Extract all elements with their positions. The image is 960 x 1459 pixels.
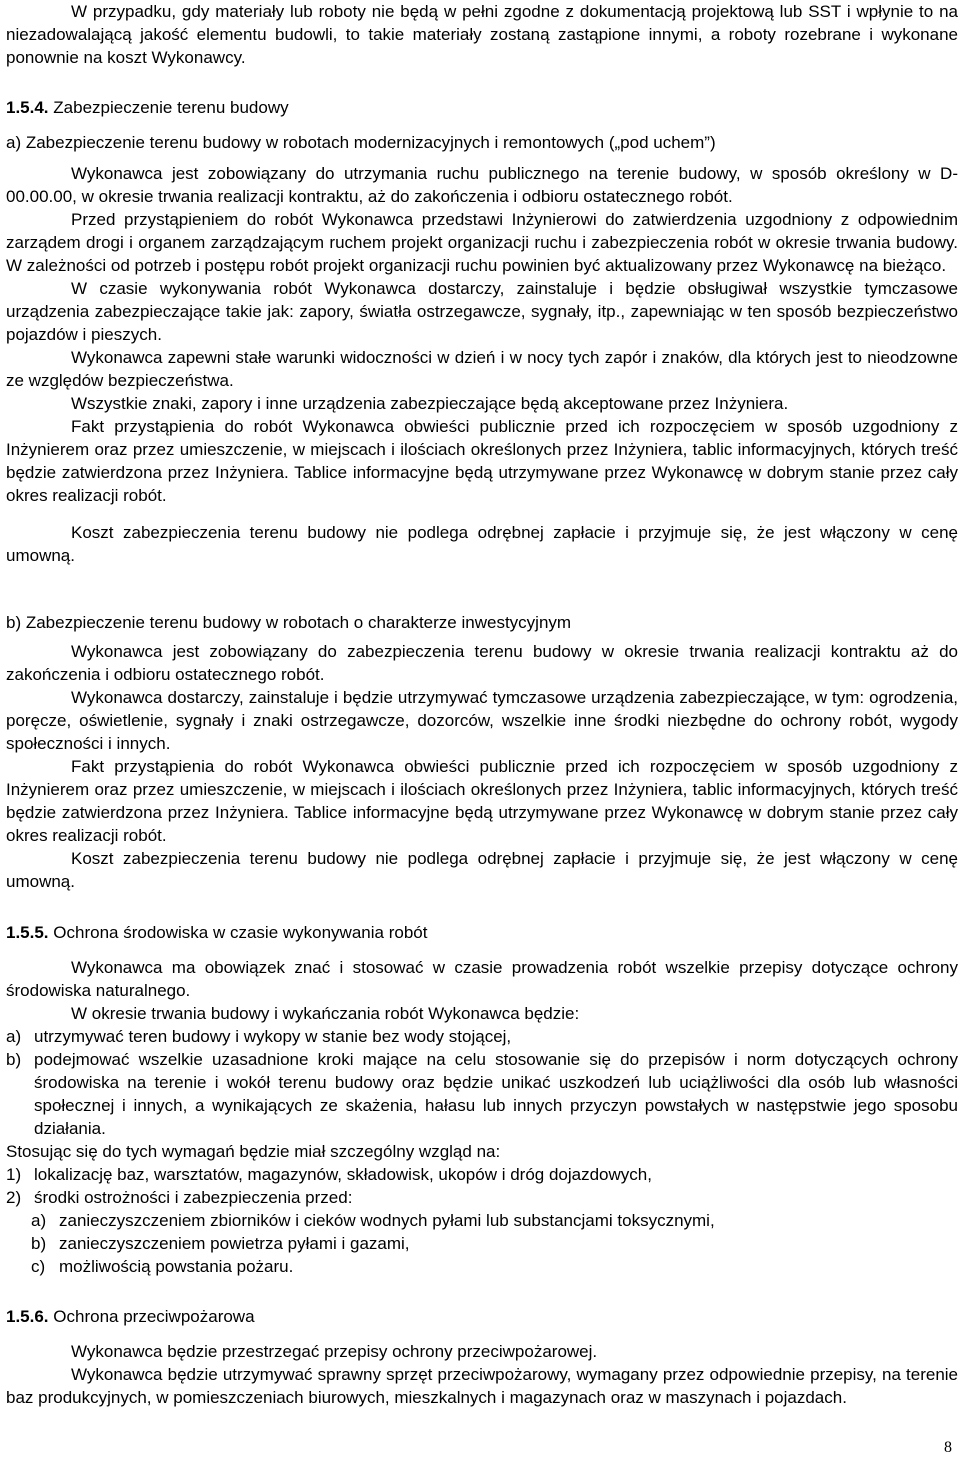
section-1-5-5	[6, 921, 958, 1278]
subsection-b-title: b) Zabezpieczenie terenu budowy w robotach o charakterze inwestycyjnym	[6, 613, 572, 632]
paragraph: W okresie trwania budowy i wykańczania robót Wykonawca będzie:	[71, 1004, 580, 1023]
section-heading	[6, 96, 958, 119]
section-1-5-6	[6, 1305, 958, 1409]
nested-list	[6, 1209, 958, 1278]
list-marker: a)	[6, 1027, 22, 1046]
paragraph: Koszt zabezpieczenia terenu budowy nie podlega odrębnej zapłacie i przyjmuje się, że jest włączony w cenę umowną.	[6, 849, 958, 891]
subsection-a-title: a) Zabezpieczenie terenu budowy w robotach modernizacyjnych i remontowych („pod uchem”)	[6, 133, 716, 152]
page-number: 8	[944, 1439, 952, 1456]
section-1-5-4	[6, 96, 958, 119]
paragraph: Wszystkie znaki, zapory i inne urządzenia zabezpieczające będą akceptowane przez Inżyniera.	[71, 394, 789, 413]
paragraph: Stosując się do tych wymagań będzie miał szczególny wzgląd na:	[6, 1142, 501, 1161]
list-item	[6, 1163, 958, 1186]
list-marker: c)	[31, 1257, 46, 1276]
section-number: 1.5.4.	[6, 98, 49, 117]
paragraph: Wykonawca dostarczy, zainstaluje i będzie utrzymywać tymczasowe urządzenia zabezpieczające, w tym: ogrodzenia, poręcze, oświetlenie, sygnały i znaki ostrzegawcze, dozorców, wszelkie inne środki niezbędne do ochrony robót, wygody społeczności i innych.	[6, 688, 958, 753]
paragraph: Fakt przystąpienia do robót Wykonawca obwieści publicznie przed ich rozpoczęciem w sposób uzgodniony z Inżynierem oraz przez umieszczenie, w miejscach i ilościach określonych przez Inżyniera, tablic informacyjnych, których treść będzie zatwierdzona przez Inżyniera. Tablice informacyjne będą utrzymywane przez Wykonawcę w dobrym stanie przez cały okres realizacji robót.	[6, 417, 958, 505]
list-item	[6, 1186, 958, 1209]
subsection-a	[6, 131, 958, 567]
section-number: 1.5.6.	[6, 1307, 49, 1326]
paragraph: Przed przystąpieniem do robót Wykonawca przedstawi Inżynierowi do zatwierdzenia uzgodniony z odpowiednim zarządem drogi i organem zarządzającym ruchem projekt organizacji ruchu i zabezpieczenia robót w okresie trwania budowy. W zależności od potrzeb i postępu robót projekt organizacji ruchu powinien być aktualizowany przez Wykonawcę na bieżąco.	[6, 210, 958, 275]
list-text: zanieczyszczeniem zbiorników i cieków wodnych pyłami lub substancjami toksycznymi,	[59, 1211, 715, 1230]
paragraph: Koszt zabezpieczenia terenu budowy nie podlega odrębnej zapłacie i przyjmuje się, że jest włączony w cenę umowną.	[6, 523, 958, 565]
list-text: zanieczyszczeniem powietrza pyłami i gazami,	[59, 1234, 410, 1253]
list-item	[31, 1255, 958, 1278]
list-item	[31, 1232, 958, 1255]
section-number: 1.5.5.	[6, 923, 49, 942]
list-text: podejmować wszelkie uzasadnione kroki mające na celu stosowanie się do przepisów i norm dotyczących ochrony środowiska na terenie i wokół terenu budowy oraz będzie unikać uszkodzeń lub uciążliwości dla osób lub własności społecznej i innych, a wynikających ze skażenia, hałasu lub innych przyczyn powstałych w następstwie jego sposobu działania.	[34, 1050, 958, 1138]
paragraph: Fakt przystąpienia do robót Wykonawca obwieści publicznie przed ich rozpoczęciem w sposób uzgodniony z Inżynierem oraz przez umieszczenie, w miejscach i ilościach określonych przez Inżyniera, tablic informacyjnych, których treść będzie zatwierdzona przez Inżyniera. Tablice informacyjne będą utrzymywane przez Wykonawcę w dobrym stanie przez cały okres realizacji robót.	[6, 757, 958, 845]
list-marker: 1)	[6, 1165, 22, 1184]
paragraph: W czasie wykonywania robót Wykonawca dostarczy, zainstaluje i będzie obsługiwał wszystkie tymczasowe urządzenia zabezpieczające takie jak: zapory, światła ostrzegawcze, sygnały, itp., zapewniając w ten sposób bezpieczeństwo pojazdów i pieszych.	[6, 279, 958, 344]
list-marker: b)	[31, 1234, 47, 1253]
list-item	[6, 1025, 958, 1048]
paragraph: Wykonawca jest zobowiązany do zabezpieczenia terenu budowy w okresie trwania realizacji kontraktu aż do zakończenia i odbioru ostatecznego robót.	[6, 642, 958, 684]
paragraph: Wykonawca będzie przestrzegać przepisy ochrony przeciwpożarowej.	[71, 1342, 598, 1361]
list-text: lokalizację baz, warsztatów, magazynów, składowisk, ukopów i dróg dojazdowych,	[34, 1165, 652, 1184]
subsection-b	[6, 611, 958, 893]
list-text: środki ostrożności i zabezpieczenia przed:	[34, 1188, 353, 1207]
section-title: Zabezpieczenie terenu budowy	[53, 98, 289, 117]
section-heading	[6, 1305, 958, 1328]
list-marker: b)	[6, 1050, 22, 1069]
paragraph: Wykonawca zapewni stałe warunki widoczności w dzień i w nocy tych zapór i znaków, dla których jest to nieodzowne ze względów bezpieczeństwa.	[6, 348, 958, 390]
list-item	[31, 1209, 958, 1232]
section-heading	[6, 921, 958, 944]
list-marker: a)	[31, 1211, 47, 1230]
list-marker: 2)	[6, 1188, 22, 1207]
section-title: Ochrona środowiska w czasie wykonywania robót	[53, 923, 428, 942]
list-text: możliwością powstania pożaru.	[59, 1257, 294, 1276]
list-item	[6, 1048, 958, 1140]
paragraph: Wykonawca będzie utrzymywać sprawny sprzęt przeciwpożarowy, wymagany przez odpowiednie przepisy, na terenie baz produkcyjnych, w pomieszczeniach biurowych, mieszkalnych i magazynach oraz w maszynach i pojazdach.	[6, 1365, 958, 1407]
intro-paragraph: W przypadku, gdy materiały lub roboty nie będą w pełni zgodne z dokumentacją projektową lub SST i wpłynie to na niezadowalającą jakość elementu budowli, to takie materiały zostaną zastąpione innymi, a roboty rozebrane i wykonane ponownie na koszt Wykonawcy.	[6, 2, 958, 67]
section-title: Ochrona przeciwpożarowa	[53, 1307, 255, 1326]
list-text: utrzymywać teren budowy i wykopy w stanie bez wody stojącej,	[34, 1027, 512, 1046]
paragraph: Wykonawca ma obowiązek znać i stosować w czasie prowadzenia robót wszelkie przepisy dotyczące ochrony środowiska naturalnego.	[6, 958, 958, 1000]
paragraph: Wykonawca jest zobowiązany do utrzymania ruchu publicznego na terenie budowy, w sposób określony w D-00.00.00, w okresie trwania realizacji kontraktu, aż do zakończenia i odbioru ostatecznego robót.	[6, 164, 958, 206]
